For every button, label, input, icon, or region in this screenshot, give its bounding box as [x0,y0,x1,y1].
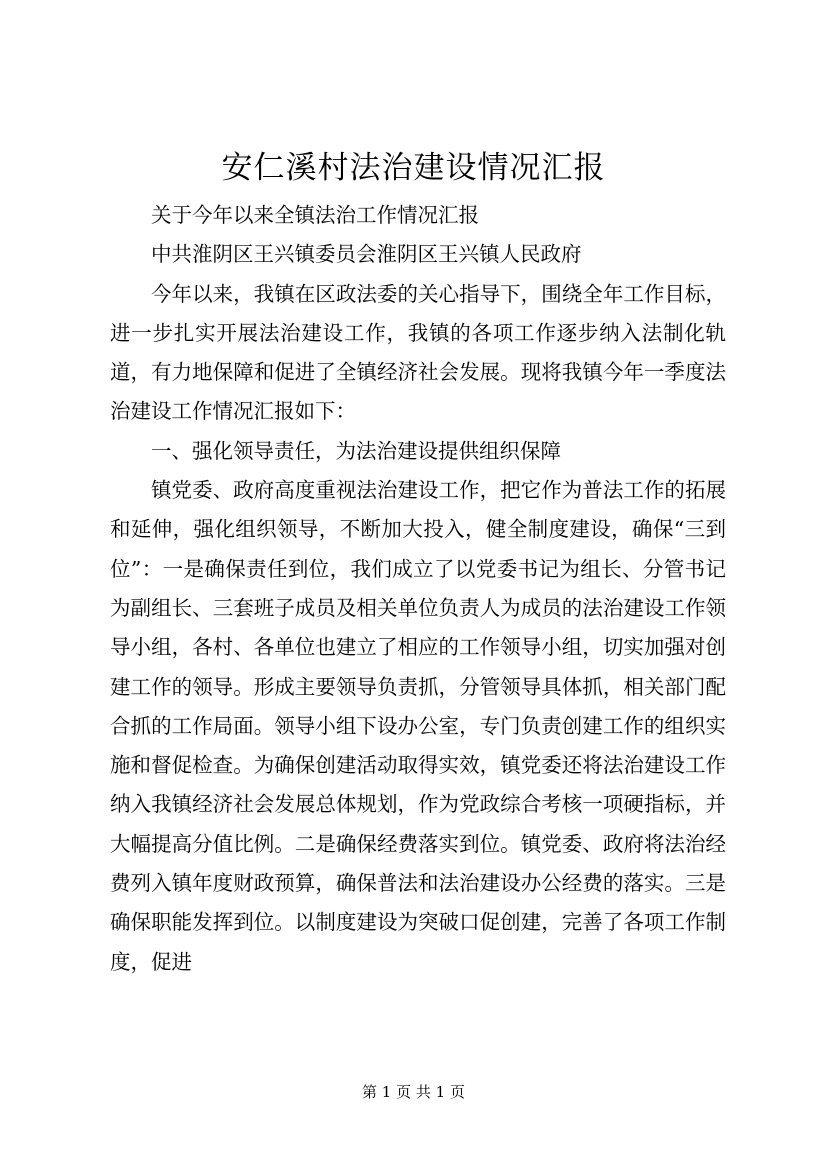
document-title: 安仁溪村法治建设情况汇报 [221,150,606,186]
issuer-paragraph: 中共淮阴区王兴镇委员会淮阴区王兴镇人民政府 [151,242,582,267]
body-paragraph: 镇党委、政府高度重视法治建设工作，把它作为普法工作的拓展和延伸，强化组织领导，不断加大投入，健全制度建设，确保“三到位”：一是确保责任到位，我们成立了以党委书记为组长、分管书记为副组长、三套班子成员及相关单位负责人为成员的法治建设工作领导小组，各村、各单位也建立了相应的工作领导小组，切实加强对创建工作的领导。形成主要领导负责抓，分管领导具体抓，相关部门配合抓的工作局面。领导小组下设办公室，专门负责创建工作的组织实施和督促检查。为确保创建活动取得实效，镇党委还将法治建设工作纳入我镇经济社会发展总体规划，作为党政综合考核一项硬指标，并大幅提高分值比例。二是确保经费落实到位。镇党委、政府将法治经费列入镇年度财政预算，确保普法和法治建设办公经费的落实。三是确保职能发挥到位。以制度建设为突破口促创建，完善了各项工作制度，促进 [110,478,726,974]
page-footer: 第 1 页 共 1 页 [362,1083,465,1101]
section-heading: 一、强化领导责任，为法治建设提供组织保障 [151,438,561,463]
subtitle-paragraph: 关于今年以来全镇法治工作情况汇报 [151,203,479,227]
document-body [110,196,726,982]
intro-paragraph: 今年以来，我镇在区政法委的关心指导下，围绕全年工作目标，进一步扎实开展法治建设工作，我镇的各项工作逐步纳入法制化轨道，有力地保障和促进了全镇经济社会发展。现将我镇今年一季度法治建设工作情况汇报如下： [110,281,726,424]
